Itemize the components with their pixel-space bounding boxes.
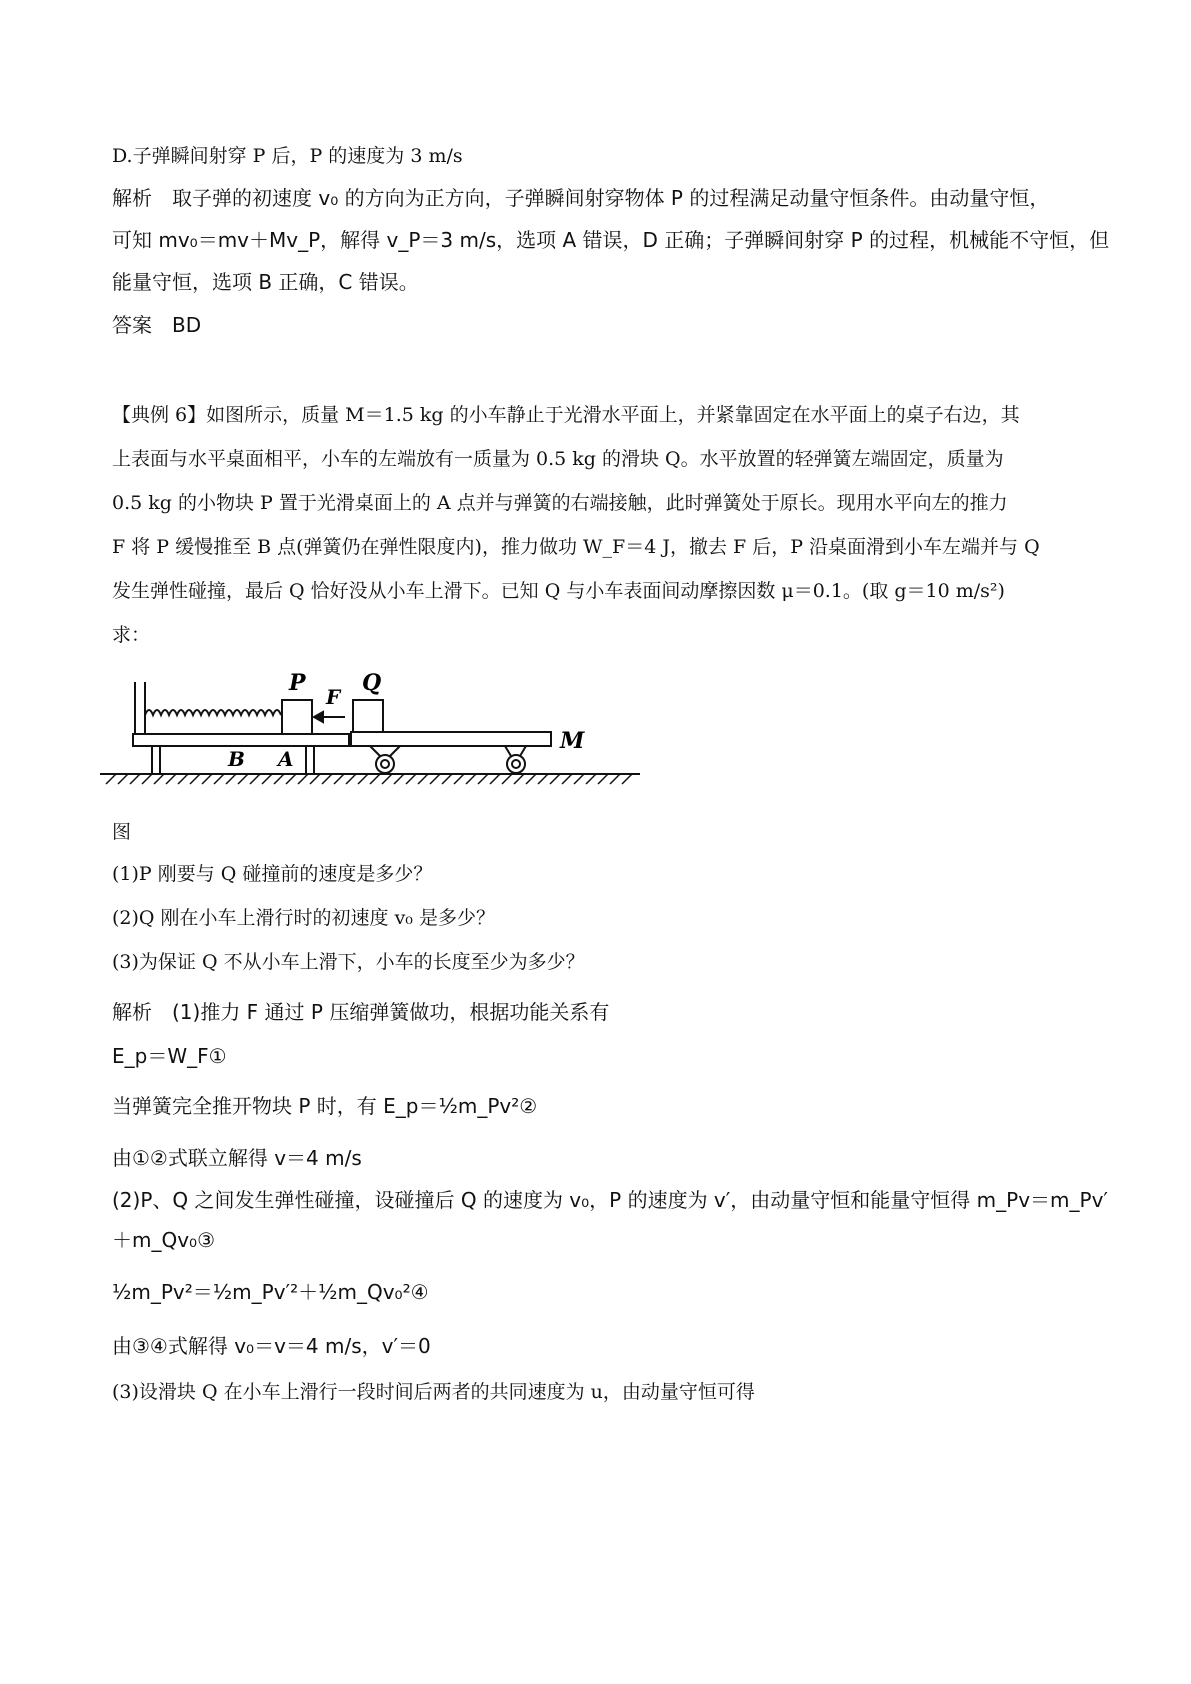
solution-line-7: ½m_Pv²＝½m_Pv′²＋½m_Qv₀²④: [112, 1280, 429, 1304]
question-3: (3)为保证 Q 不从小车上滑下，小车的长度至少为多少？: [112, 951, 585, 973]
example-line-1: 【典例 6】如图所示，质量 M＝1.5 kg 的小车静止于光滑水平面上，并紧靠固定在水平面上的桌子右边，其: [112, 404, 1020, 426]
example-line-2: 上表面与水平桌面相平，小车的左端放有一质量为 0.5 kg 的滑块 Q。水平放置的轻弹簧左端固定，质量为: [112, 448, 1004, 470]
option-d: D.子弹瞬间射穿 P 后，P 的速度为 3 m/s: [112, 145, 463, 167]
question-1: (1)P 刚要与 Q 碰撞前的速度是多少？: [112, 863, 433, 885]
physics-figure: [100, 660, 640, 800]
example-line-6: 求：: [112, 624, 151, 646]
analysis-line-2: 可知 mv₀＝mv＋Mv_P，解得 v_P＝3 m/s，选项 A 错误，D 正确；子弹瞬间射穿 P 的过程，机械能不守恒，但: [112, 228, 1110, 252]
solution-line-1: 解析 (1)推力 F 通过 P 压缩弹簧做功，根据功能关系有: [112, 1000, 610, 1024]
label-f: F: [326, 685, 341, 709]
analysis-line-3: 能量守恒，选项 B 正确，C 错误。: [112, 270, 419, 294]
label-b: B: [228, 747, 245, 771]
solution-line-8: 由③④式解得 v₀＝v＝4 m/s，v′＝0: [112, 1334, 431, 1358]
label-a: A: [278, 747, 294, 771]
solution-line-2: E_p＝W_F①: [112, 1044, 227, 1068]
solution-line-6: ＋m_Qv₀③: [112, 1228, 216, 1252]
figure-caption: 图: [112, 821, 132, 843]
label-m: M: [560, 728, 585, 754]
label-p: P: [289, 670, 306, 696]
example-line-4: F 将 P 缓慢推至 B 点(弹簧仍在弹性限度内)，推力做功 W_F＝4 J，撤去 F 后，P 沿桌面滑到小车左端并与 Q: [112, 536, 1040, 558]
question-2: (2)Q 刚在小车上滑行时的初速度 v₀ 是多少？: [112, 907, 495, 929]
analysis-line-1: 解析 取子弹的初速度 v₀ 的方向为正方向，子弹瞬间射穿物体 P 的过程满足动量守恒条件。由动量守恒，: [112, 186, 1050, 210]
example-line-3: 0.5 kg 的小物块 P 置于光滑桌面上的 A 点并与弹簧的右端接触，此时弹簧处于原长。现用水平向左的推力: [112, 492, 1008, 514]
solution-line-4: 由①②式联立解得 v＝4 m/s: [112, 1146, 362, 1170]
solution-line-9: (3)设滑块 Q 在小车上滑行一段时间后两者的共同速度为 u，由动量守恒可得: [112, 1381, 755, 1403]
answer-line: 答案 BD: [112, 313, 202, 337]
solution-line-3: 当弹簧完全推开物块 P 时，有 E_p＝½m_Pv²②: [112, 1094, 538, 1118]
label-q: Q: [362, 670, 382, 696]
example-line-5: 发生弹性碰撞，最后 Q 恰好没从小车上滑下。已知 Q 与小车表面间动摩擦因数 μ＝0.1。(取 g＝10 m/s²): [112, 580, 1005, 602]
solution-line-5: (2)P、Q 之间发生弹性碰撞，设碰撞后 Q 的速度为 v₀，P 的速度为 v′，由动量守恒和能量守恒得 m_Pv＝m_Pv′: [112, 1188, 1108, 1212]
